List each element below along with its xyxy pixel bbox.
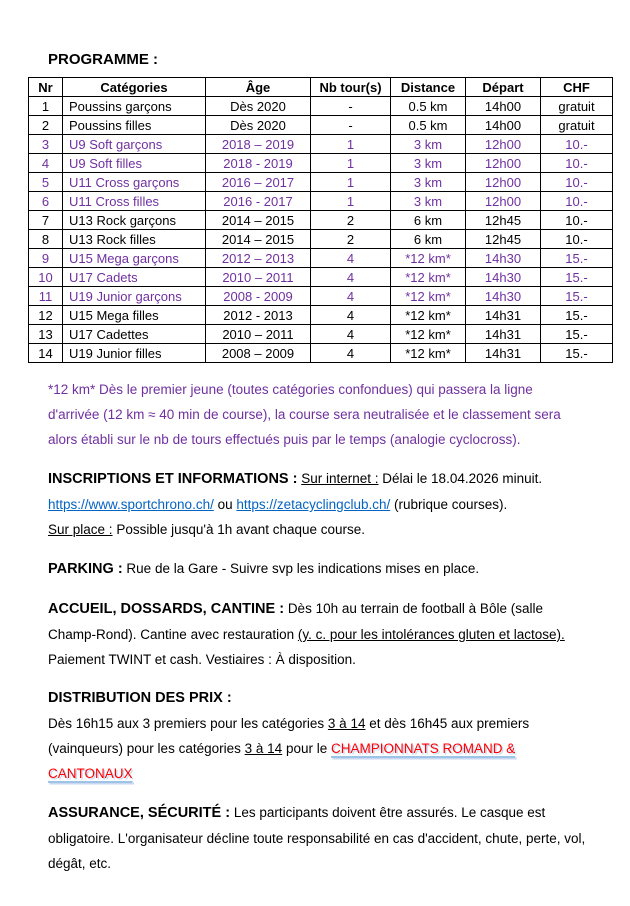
prix-text-3: pour le bbox=[285, 741, 328, 756]
cell-depart: 12h45 bbox=[466, 230, 541, 249]
cell-nr: 14 bbox=[29, 344, 63, 363]
cell-nr: 13 bbox=[29, 325, 63, 344]
cell-tours: 4 bbox=[311, 325, 391, 344]
prix-text-2: et dès 16h45 aux premiers (vainqueurs) pour les catégories bbox=[48, 716, 530, 756]
table-row bbox=[29, 287, 613, 306]
cell-chf: 10.- bbox=[541, 154, 613, 173]
cell-chf: 15.- bbox=[541, 325, 613, 344]
cell-tours: - bbox=[311, 116, 391, 135]
cell-tours: 4 bbox=[311, 287, 391, 306]
prix-heading: DISTRIBUTION DES PRIX : bbox=[48, 690, 232, 706]
cell-chf: 10.- bbox=[541, 230, 613, 249]
section-assurance bbox=[48, 800, 586, 876]
table-row bbox=[29, 344, 613, 363]
cell-tours: 4 bbox=[311, 268, 391, 287]
cell-age: 2012 - 2013 bbox=[206, 306, 311, 325]
cell-chf: 15.- bbox=[541, 344, 613, 363]
cell-chf: 10.- bbox=[541, 192, 613, 211]
cell-depart: 12h45 bbox=[466, 211, 541, 230]
accueil-heading: ACCUEIL, DOSSARDS, CANTINE : bbox=[48, 601, 285, 617]
cell-tours: 4 bbox=[311, 306, 391, 325]
cell-nr: 11 bbox=[29, 287, 63, 306]
cell-chf: gratuit bbox=[541, 116, 613, 135]
ou-text: ou bbox=[217, 497, 233, 512]
table-row bbox=[29, 173, 613, 192]
cell-tours: 1 bbox=[311, 173, 391, 192]
sur-internet-label: Sur internet : bbox=[301, 471, 379, 486]
cell-chf: 10.- bbox=[541, 135, 613, 154]
cell-age: 2010 – 2011 bbox=[206, 268, 311, 287]
cell-depart: 12h00 bbox=[466, 192, 541, 211]
cell-depart: 14h30 bbox=[466, 287, 541, 306]
table-row bbox=[29, 268, 613, 287]
cell-depart: 12h00 bbox=[466, 173, 541, 192]
table-row bbox=[29, 192, 613, 211]
cell-chf: 15.- bbox=[541, 268, 613, 287]
sur-place-label: Sur place : bbox=[48, 522, 113, 537]
prix-text-1: Dès 16h15 aux 3 premiers pour les catégories bbox=[48, 716, 325, 731]
accueil-text-before: Dès 10h au terrain de football à Bôle (salle Champ-Rond). Cantine avec restauration bbox=[48, 601, 543, 642]
cell-nr: 2 bbox=[29, 116, 63, 135]
section-accueil bbox=[48, 596, 586, 672]
cell-categorie: U11 Cross filles bbox=[63, 192, 206, 211]
cell-distance: *12 km* bbox=[391, 306, 466, 325]
cell-nr: 5 bbox=[29, 173, 63, 192]
cell-categorie: U13 Rock garçons bbox=[63, 211, 206, 230]
cell-categorie: U19 Junior garçons bbox=[63, 287, 206, 306]
cell-depart: 14h31 bbox=[466, 306, 541, 325]
table-row bbox=[29, 249, 613, 268]
cell-depart: 14h30 bbox=[466, 268, 541, 287]
cell-tours: 1 bbox=[311, 154, 391, 173]
cell-distance: 6 km bbox=[391, 211, 466, 230]
cell-depart: 12h00 bbox=[466, 154, 541, 173]
parking-text: Rue de la Gare - Suivre svp les indications mises en place. bbox=[126, 561, 480, 576]
cell-categorie: U19 Junior filles bbox=[63, 344, 206, 363]
cell-tours: 2 bbox=[311, 211, 391, 230]
cell-distance: *12 km* bbox=[391, 344, 466, 363]
cell-nr: 12 bbox=[29, 306, 63, 325]
accueil-underlined: (y. c. pour les intolérances gluten et lactose). bbox=[297, 627, 565, 642]
cell-age: Dès 2020 bbox=[206, 97, 311, 116]
inscriptions-heading: INSCRIPTIONS ET INFORMATIONS : bbox=[48, 471, 298, 487]
cell-depart: 14h30 bbox=[466, 249, 541, 268]
sportchrono-link[interactable]: https://www.sportchrono.ch/ bbox=[48, 497, 214, 512]
cell-age: 2018 – 2019 bbox=[206, 135, 311, 154]
cell-tours: 2 bbox=[311, 230, 391, 249]
cell-tours: 1 bbox=[311, 135, 391, 154]
cell-age: 2016 - 2017 bbox=[206, 192, 311, 211]
sur-place-text: Possible jusqu'à 1h avant chaque course. bbox=[116, 522, 366, 537]
table-row bbox=[29, 325, 613, 344]
table-header-row bbox=[29, 78, 613, 97]
cell-depart: 14h00 bbox=[466, 116, 541, 135]
column-header-nbtours: Nb tour(s) bbox=[311, 78, 391, 97]
cell-tours: 1 bbox=[311, 192, 391, 211]
cell-categorie: U17 Cadettes bbox=[63, 325, 206, 344]
table-row bbox=[29, 306, 613, 325]
cell-nr: 9 bbox=[29, 249, 63, 268]
table-row bbox=[29, 97, 613, 116]
cell-chf: 15.- bbox=[541, 287, 613, 306]
column-header-distance: Distance bbox=[391, 78, 466, 97]
cell-distance: 6 km bbox=[391, 230, 466, 249]
cell-tours: - bbox=[311, 97, 391, 116]
cell-distance: *12 km* bbox=[391, 325, 466, 344]
cell-chf: gratuit bbox=[541, 97, 613, 116]
cell-age: 2008 – 2009 bbox=[206, 344, 311, 363]
delai-text: Délai le 18.04.2026 minuit. bbox=[382, 471, 543, 486]
table-row bbox=[29, 135, 613, 154]
cell-depart: 12h00 bbox=[466, 135, 541, 154]
cell-distance: 3 km bbox=[391, 192, 466, 211]
assurance-heading: ASSURANCE, SÉCURITÉ : bbox=[48, 805, 231, 821]
prix-cat-range-2: 3 à 14 bbox=[244, 741, 283, 756]
programme-table bbox=[28, 77, 613, 363]
cell-chf: 10.- bbox=[541, 173, 613, 192]
prix-cat-range-1: 3 à 14 bbox=[327, 716, 366, 731]
note-12km: *12 km* Dès le premier jeune (toutes catégories confondues) qui passera la ligne d'arrivée (12 km ≈ 40 min de course), la course sera neutralisée et le classement sera alors établi sur le nb de tours effectués puis par le temps (analogie cyclocross). bbox=[48, 382, 561, 447]
column-header-nr: Nr bbox=[29, 78, 63, 97]
cell-depart: 14h31 bbox=[466, 325, 541, 344]
cell-categorie: U9 Soft filles bbox=[63, 154, 206, 173]
column-header-chf: CHF bbox=[541, 78, 613, 97]
rubrique-text: (rubrique courses). bbox=[393, 497, 508, 512]
cell-age: 2012 – 2013 bbox=[206, 249, 311, 268]
cell-age: 2016 – 2017 bbox=[206, 173, 311, 192]
cell-nr: 1 bbox=[29, 97, 63, 116]
cell-nr: 7 bbox=[29, 211, 63, 230]
cell-distance: *12 km* bbox=[391, 249, 466, 268]
cell-nr: 3 bbox=[29, 135, 63, 154]
cell-distance: 3 km bbox=[391, 173, 466, 192]
cell-distance: 0.5 km bbox=[391, 116, 466, 135]
cell-age: 2014 – 2015 bbox=[206, 230, 311, 249]
assurance-text: Les participants doivent être assurés. Le casque est obligatoire. L'organisateur décline toute responsabilité en cas d'accident, chute, perte, vol, dégât, etc. bbox=[48, 805, 586, 871]
cell-chf: 10.- bbox=[541, 211, 613, 230]
cell-distance: 0.5 km bbox=[391, 97, 466, 116]
cell-nr: 4 bbox=[29, 154, 63, 173]
cell-chf: 15.- bbox=[541, 249, 613, 268]
parking-heading: PARKING : bbox=[48, 561, 123, 577]
cell-depart: 14h00 bbox=[466, 97, 541, 116]
table-row bbox=[29, 230, 613, 249]
cell-distance: *12 km* bbox=[391, 268, 466, 287]
table-row bbox=[29, 116, 613, 135]
cell-categorie: U11 Cross garçons bbox=[63, 173, 206, 192]
cell-categorie: U15 Mega filles bbox=[63, 306, 206, 325]
zetacyclingclub-link[interactable]: https://zetacyclingclub.ch/ bbox=[236, 497, 391, 512]
cell-nr: 6 bbox=[29, 192, 63, 211]
table-row bbox=[29, 154, 613, 173]
cell-nr: 8 bbox=[29, 230, 63, 249]
cell-age: 2010 – 2011 bbox=[206, 325, 311, 344]
cell-depart: 14h31 bbox=[466, 344, 541, 363]
column-header-depart: Départ bbox=[466, 78, 541, 97]
page-title: PROGRAMME : bbox=[48, 51, 158, 68]
cell-age: Dès 2020 bbox=[206, 116, 311, 135]
cell-age: 2018 - 2019 bbox=[206, 154, 311, 173]
cell-categorie: Poussins garçons bbox=[63, 97, 206, 116]
cell-distance: 3 km bbox=[391, 154, 466, 173]
column-header-age: Âge bbox=[206, 78, 311, 97]
cell-age: 2014 – 2015 bbox=[206, 211, 311, 230]
section-prix bbox=[48, 686, 586, 786]
accueil-text-after: Paiement TWINT et cash. Vestiaires : À disposition. bbox=[48, 652, 356, 667]
section-parking bbox=[48, 556, 586, 582]
cell-nr: 10 bbox=[29, 268, 63, 287]
cell-tours: 4 bbox=[311, 249, 391, 268]
cell-categorie: Poussins filles bbox=[63, 116, 206, 135]
column-header-categories: Catégories bbox=[63, 78, 206, 97]
cell-categorie: U9 Soft garçons bbox=[63, 135, 206, 154]
cell-categorie: U15 Mega garçons bbox=[63, 249, 206, 268]
cell-categorie: U17 Cadets bbox=[63, 268, 206, 287]
cell-distance: 3 km bbox=[391, 135, 466, 154]
section-inscriptions bbox=[48, 466, 586, 542]
championnats-link[interactable]: CHAMPIONNATS ROMAND & CANTONAUX bbox=[48, 741, 516, 781]
cell-distance: *12 km* bbox=[391, 287, 466, 306]
cell-chf: 15.- bbox=[541, 306, 613, 325]
cell-tours: 4 bbox=[311, 344, 391, 363]
cell-age: 2008 - 2009 bbox=[206, 287, 311, 306]
cell-categorie: U13 Rock filles bbox=[63, 230, 206, 249]
table-row bbox=[29, 211, 613, 230]
